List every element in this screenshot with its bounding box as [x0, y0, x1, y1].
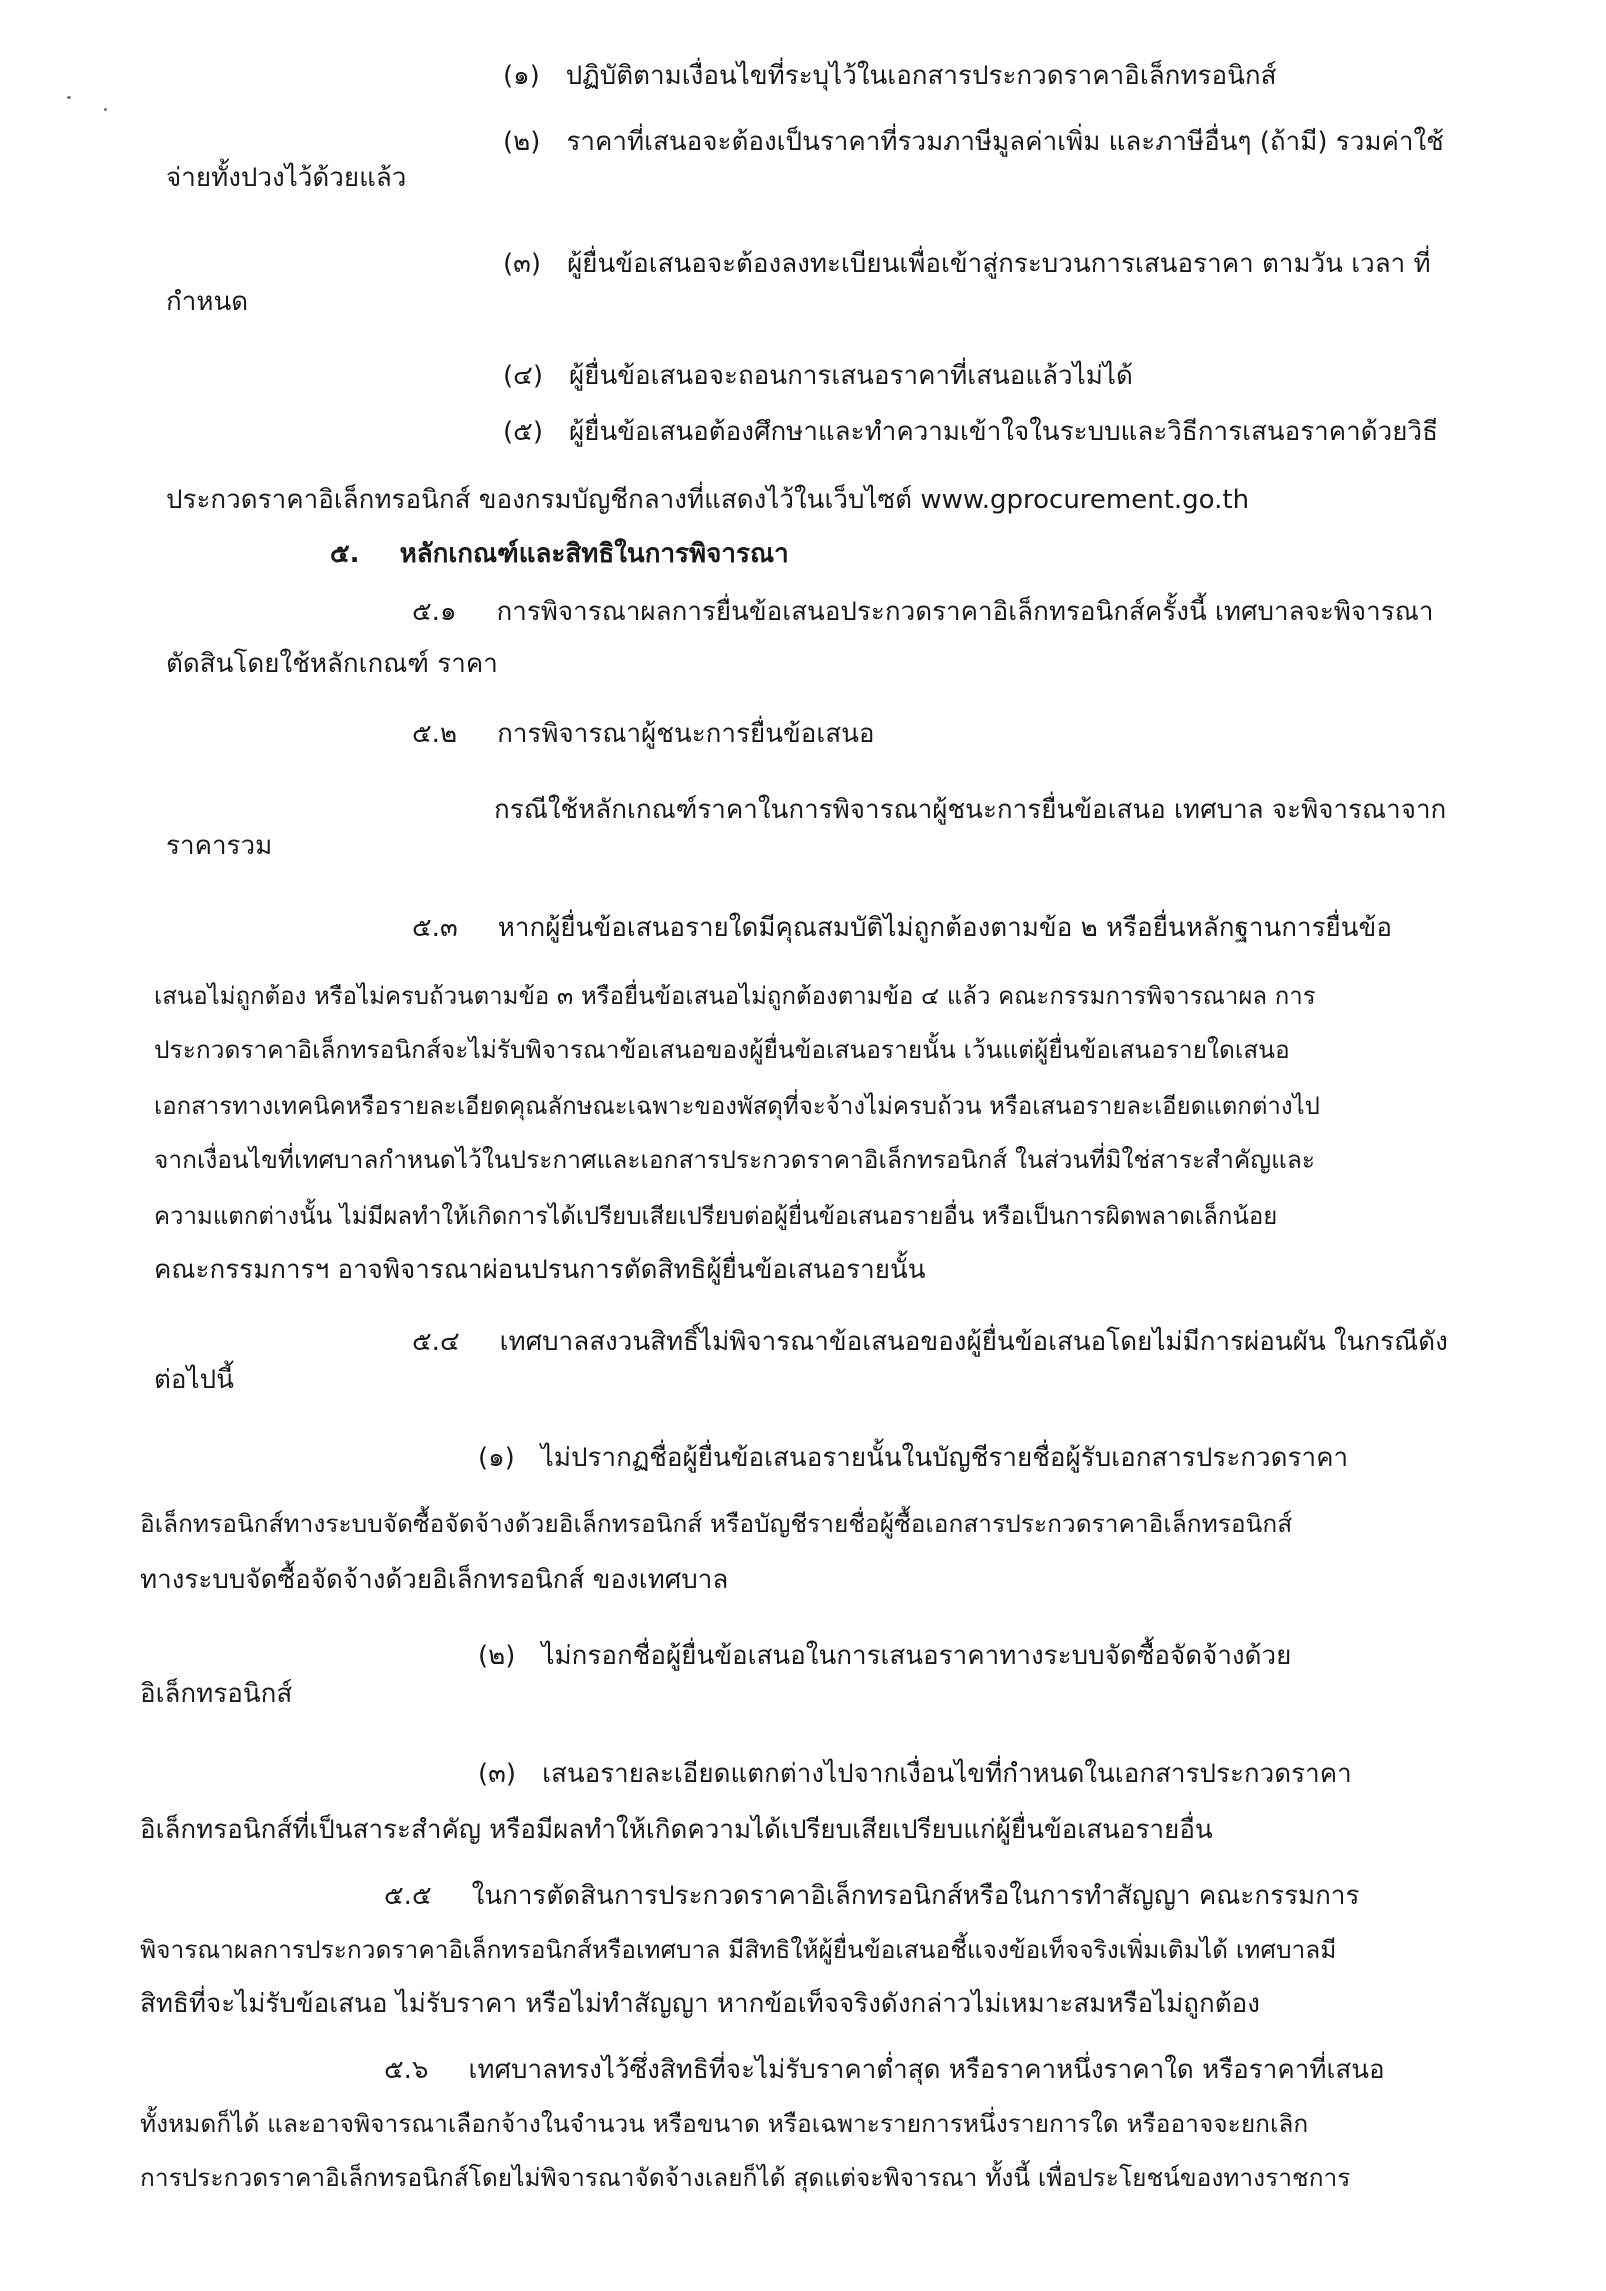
line-text: ราคารวม — [166, 831, 273, 861]
doc-line — [140, 1986, 1260, 2022]
line-text: ผู้ยื่นข้อเสนอต้องศึกษาและทำความเข้าใจในระบบและวิธีการเสนอราคาด้วยวิธี — [568, 417, 1438, 447]
item-number: ๕.๒ — [412, 719, 458, 749]
line-text: จากเงื่อนไขที่เทศบาลกำหนดไว้ในประกาศและเอกสารประกวดราคาอิเล็กทรอนิกส์ ในส่วนที่มิใช่สาระสำคัญและ — [154, 1145, 1316, 1174]
doc-line — [384, 1878, 1359, 1914]
doc-line — [154, 978, 1316, 1014]
doc-line — [166, 284, 248, 320]
doc-line — [140, 1506, 1292, 1542]
line-text: ตัดสินโดยใช้หลักเกณฑ์ ราคา — [166, 649, 498, 679]
doc-line — [412, 1324, 1448, 1360]
doc-line — [478, 1756, 1352, 1792]
line-text: ในการตัดสินการประกวดราคาอิเล็กทรอนิกส์หรือในการทำสัญญา คณะกรรมการ — [471, 1881, 1360, 1911]
line-text: เสนอไม่ถูกต้อง หรือไม่ครบถ้วนตามข้อ ๓ หรือยื่นข้อเสนอไม่ถูกต้องตามข้อ ๔ แล้ว คณะกรรมการพิจารณาผล การ — [154, 982, 1316, 1010]
doc-line — [503, 246, 1431, 282]
doc-line — [154, 1198, 1277, 1234]
line-text: ไม่กรอกชื่อผู้ยื่นข้อเสนอในการเสนอราคาทางระบบจัดซื้อจัดจ้างด้วย — [541, 1641, 1292, 1671]
line-text: อิเล็กทรอนิกส์ทางระบบจัดซื้อจัดจ้างด้วยอิเล็กทรอนิกส์ หรือบัญชีรายชื่อผู้ซื้อเอกสารประกวดราคาอิเล็กทรอนิกส์ — [140, 1509, 1293, 1538]
item-number: (๓) — [503, 249, 542, 279]
doc-line — [140, 1932, 1336, 1968]
doc-line — [494, 792, 1446, 828]
doc-line — [154, 1032, 1290, 1068]
line-text: เทศบาลสงวนสิทธิ์ไม่พิจารณาข้อเสนอของผู้ยื่นข้อเสนอโดยไม่มีการผ่อนผัน ในกรณีดัง — [499, 1327, 1448, 1357]
line-text: ผู้ยื่นข้อเสนอจะถอนการเสนอราคาที่เสนอแล้วไม่ได้ — [568, 361, 1133, 391]
doc-line — [166, 160, 406, 196]
doc-line — [154, 1362, 234, 1398]
doc-line — [503, 58, 1276, 94]
doc-line — [478, 1638, 1291, 1674]
doc-line — [412, 716, 875, 752]
doc-line — [412, 910, 1392, 946]
line-text: ราคาที่เสนอจะต้องเป็นราคาที่รวมภาษีมูลค่าเพิ่ม และภาษีอื่นๆ (ถ้ามี) รวมค่าใช้ — [566, 127, 1444, 157]
item-number: (๔) — [503, 361, 543, 391]
doc-line — [140, 2160, 1350, 2196]
doc-line — [166, 828, 272, 864]
line-text: การประกวดราคาอิเล็กทรอนิกส์โดยไม่พิจารณาจัดจ้างเลยก็ได้ สุดแต่จะพิจารณา ทั้งนี้ เพื่อประโยชน์ของทางราชการ — [140, 2163, 1351, 2192]
line-text: เสนอรายละเอียดแตกต่างไปจากเงื่อนไขที่กำหนดในเอกสารประกวดราคา — [542, 1759, 1352, 1789]
doc-line — [140, 1562, 728, 1598]
line-text: การพิจารณาผู้ชนะการยื่นข้อเสนอ — [497, 719, 875, 749]
doc-line — [503, 358, 1133, 394]
item-number: ๕.๓ — [412, 913, 458, 943]
line-text: พิจารณาผลการประกวดราคาอิเล็กทรอนิกส์หรือเทศบาล มีสิทธิให้ผู้ยื่นข้อเสนอชี้แจงข้อเท็จจริงเพิ่มเติมได้ เทศบาลมี — [140, 1935, 1337, 1964]
doc-line — [154, 1252, 926, 1288]
item-number: (๒) — [503, 127, 541, 157]
item-number: (๕) — [503, 417, 543, 447]
item-number: (๑) — [478, 1443, 515, 1473]
line-text: ประกวดราคาอิเล็กทรอนิกส์ ของกรมบัญชีกลางที่แสดงไว้ในเว็บไซต์ www.gprocurement.go.th — [166, 485, 1250, 515]
doc-line — [166, 482, 1249, 518]
doc-line — [154, 1088, 1320, 1124]
section-title: หลักเกณฑ์และสิทธิในการพิจารณา — [399, 539, 789, 569]
item-number: ๕.๑ — [412, 597, 457, 627]
doc-line — [478, 1440, 1348, 1476]
item-number: ๕.๔ — [412, 1327, 460, 1357]
item-number: ๕.๕ — [384, 1881, 432, 1911]
doc-line — [166, 646, 498, 682]
line-text: อิเล็กทรอนิกส์ที่เป็นสาระสำคัญ หรือมีผลทำให้เกิดความได้เปรียบเสียเปรียบแก่ผู้ยื่นข้อเสนอรายอื่น — [140, 1815, 1213, 1845]
scan-speck — [67, 96, 71, 99]
line-text: การพิจารณาผลการยื่นข้อเสนอประกวดราคาอิเล็กทรอนิกส์ครั้งนี้ เทศบาลจะพิจารณา — [496, 597, 1434, 627]
line-text: ทั้งหมดก็ได้ และอาจพิจารณาเลือกจ้างในจำนวน หรือขนาด หรือเฉพาะรายการหนึ่งรายการใด หรืออาจจะยกเลิก — [140, 2109, 1309, 2138]
line-text: จ่ายทั้งปวงไว้ด้วยแล้ว — [166, 163, 407, 193]
line-text: คณะกรรมการฯ อาจพิจารณาผ่อนปรนการตัดสิทธิผู้ยื่นข้อเสนอรายนั้น — [154, 1255, 926, 1285]
doc-line — [140, 1676, 292, 1712]
line-text: ต่อไปนี้ — [154, 1365, 234, 1395]
line-text: ปฏิบัติตามเงื่อนไขที่ระบุไว้ในเอกสารประกวดราคาอิเล็กทรอนิกส์ — [565, 61, 1277, 91]
line-text: ผู้ยื่นข้อเสนอจะต้องลงทะเบียนเพื่อเข้าสู่กระบวนการเสนอราคา ตามวัน เวลา ที่ — [567, 249, 1431, 279]
line-text: กำหนด — [166, 287, 249, 317]
scan-speck — [104, 108, 107, 111]
line-text: หากผู้ยื่นข้อเสนอรายใดมีคุณสมบัติไม่ถูกต้องตามข้อ ๒ หรือยื่นหลักฐานการยื่นข้อ — [497, 913, 1392, 943]
item-number: (๑) — [503, 61, 540, 91]
line-text: เทศบาลทรงไว้ซึ่งสิทธิที่จะไม่รับราคาต่ำสุด หรือราคาหนึ่งราคาใด หรือราคาที่เสนอ — [468, 2055, 1385, 2085]
doc-line — [140, 1812, 1213, 1848]
line-text: สิทธิที่จะไม่รับข้อเสนอ ไม่รับราคา หรือไม่ทำสัญญา หากข้อเท็จจริงดังกล่าวไม่เหมาะสมหรือไม่ถูกต้อง — [140, 1989, 1260, 2019]
line-text: อิเล็กทรอนิกส์ — [140, 1679, 293, 1709]
section-number: ๕. — [330, 539, 360, 569]
line-text: ไม่ปรากฏชื่อผู้ยื่นข้อเสนอรายนั้นในบัญชีรายชื่อผู้รับเอกสารประกวดราคา — [540, 1443, 1349, 1473]
line-text: ทางระบบจัดซื้อจัดจ้างด้วยอิเล็กทรอนิกส์ ของเทศบาล — [140, 1565, 729, 1595]
line-text: ประกวดราคาอิเล็กทรอนิกส์จะไม่รับพิจารณาข้อเสนอของผู้ยื่นข้อเสนอรายนั้น เว้นแต่ผู้ยื่นข้อเสนอรายใดเสนอ — [154, 1035, 1290, 1064]
line-text: เอกสารทางเทคนิคหรือรายละเอียดคุณลักษณะเฉพาะของพัสดุที่จะจ้างไม่ครบถ้วน หรือเสนอรายละเอียดแตกต่างไป — [154, 1092, 1320, 1120]
doc-line — [140, 2106, 1308, 2142]
doc-line — [412, 594, 1433, 630]
doc-line — [154, 1142, 1315, 1178]
line-text: กรณีใช้หลักเกณฑ์ราคาในการพิจารณาผู้ชนะการยื่นข้อเสนอ เทศบาล จะพิจารณาจาก — [494, 795, 1447, 825]
item-number: (๒) — [478, 1641, 516, 1671]
section-heading — [330, 536, 789, 572]
doc-line — [503, 414, 1438, 450]
doc-line — [503, 124, 1444, 160]
item-number: ๕.๖ — [384, 2055, 429, 2085]
item-number: (๓) — [478, 1759, 517, 1789]
line-text: ความแตกต่างนั้น ไม่มีผลทำให้เกิดการได้เปรียบเสียเปรียบต่อผู้ยื่นข้อเสนอรายอื่น หรือเป็นการผิดพลาดเล็กน้อย — [154, 1202, 1278, 1230]
doc-line — [384, 2052, 1385, 2088]
